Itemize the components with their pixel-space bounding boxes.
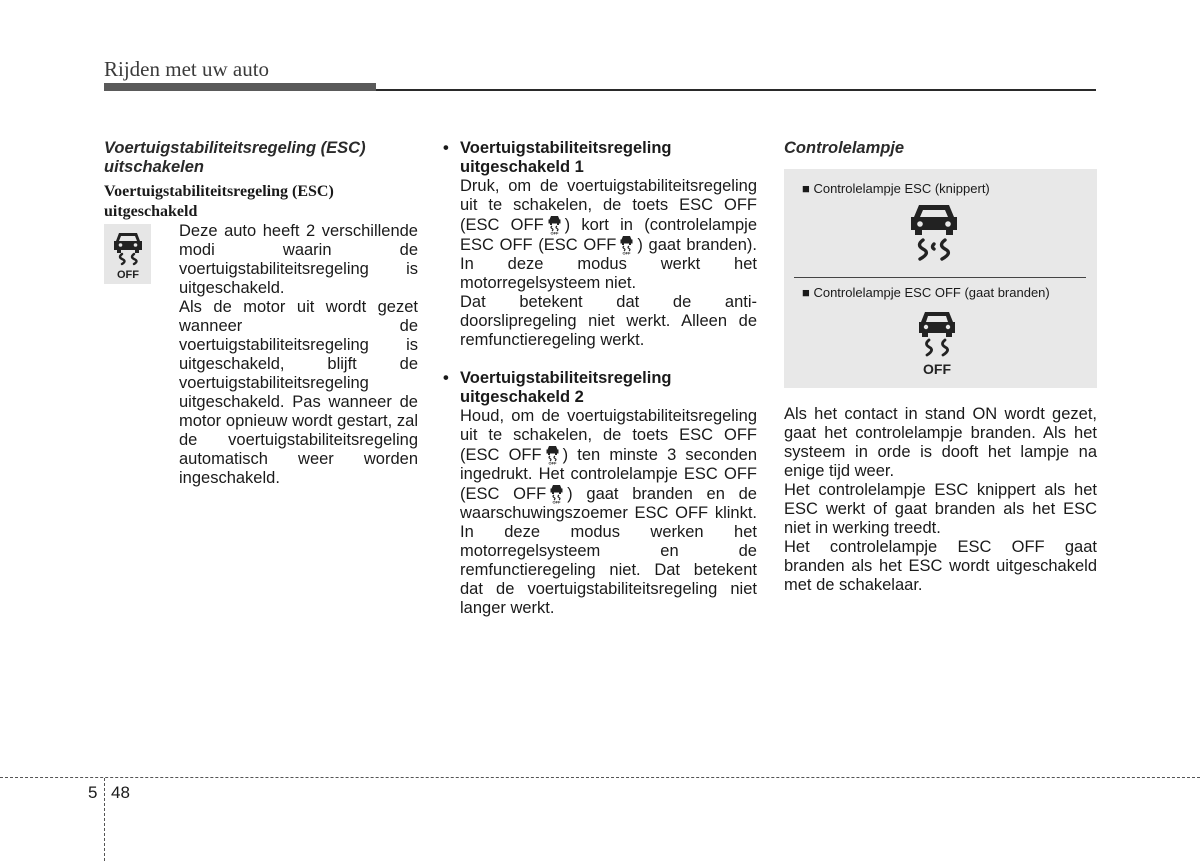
esc-off-icon xyxy=(548,484,565,504)
subsection-title-line1: Voertuigstabiliteitsregeling (ESC) xyxy=(104,183,334,200)
bullet1-para2: Dat betekent dat de anti-doorslipregeling niet werkt. Alleen de remfunctieregeling werkt. xyxy=(460,293,757,349)
esc-off-intro xyxy=(104,222,418,298)
bullet2-para1: Houd, om de voertuigstabiliteitsregeling uit te schakelen, de toets ESC OFF (ESC OFF OFF ) ten minste 3 seconden ingedrukt. Het controlelampje ESC OFF (ESC OFF OFF ) gaat branden en de waarschuwingszoemer ESC OFF klinkt. In deze modus werken het motorregelsysteem en de remfunctieregeling niet. Dat betekent dat de voertuigstabiliteitsregeling niet langer werkt. xyxy=(460,407,757,617)
col3-para2: Het controlelampje ESC knippert als het ESC werkt of gaat branden als het ESC niet in werking treedt. xyxy=(784,481,1097,537)
col3-para1: Als het contact in stand ON wordt gezet, gaat het controlelampje branden. Als het systeem in orde is dooft het lampje na enige tijd weer. xyxy=(784,405,1097,480)
svg-text:OFF: OFF xyxy=(622,250,631,255)
bullet-esc-off-2-title: • Voertuigstabiliteitsregeling uitgeschakeld 2 xyxy=(443,369,672,406)
bullet2-title-line2: uitgeschakeld 2 xyxy=(460,388,584,406)
column-middle xyxy=(443,139,757,618)
header-rule-thin xyxy=(376,89,1096,91)
bullet-esc-off-1-title: • Voertuigstabiliteitsregeling uitgeschakeld 1 xyxy=(443,139,672,176)
svg-text:OFF: OFF xyxy=(552,499,561,504)
esc-off-icon-caption: OFF xyxy=(116,269,139,280)
footer-dashed-divider xyxy=(104,778,105,861)
chapter-number: 5 xyxy=(88,783,98,802)
esc-off-icon xyxy=(104,224,151,284)
esc-off-icon xyxy=(544,445,561,465)
indicator-lamp-panel xyxy=(784,169,1097,388)
esc-icon xyxy=(903,202,965,264)
footer-dashed-rule xyxy=(0,777,1200,778)
col1-para2: Als de motor uit wordt gezet wanneer de voertuigstabiliteitsregeling is uitgeschakeld, blijft de voertuigstabiliteitsregeling uitgeschakeld. Pas wanneer de motor opnieuw wordt gestart, zal de voertuigstabiliteitsregeling automatisch weer worden ingeschakeld. xyxy=(179,298,418,487)
page-header-title: Rijden met uw auto xyxy=(104,57,270,81)
esc-off-icon xyxy=(912,309,962,377)
bullet2-title-line1: Voertuigstabiliteitsregeling xyxy=(460,369,672,387)
esc-off-caption: OFF xyxy=(923,361,951,377)
col3-para3: Het controlelampje ESC OFF gaat branden als het ESC wordt uitgeschakeld met de schakelaar. xyxy=(784,538,1097,594)
lamp-label-esc-off: ■ Controlelampje ESC OFF (gaat branden) xyxy=(802,285,1050,300)
bullet1-title-line2: uitgeschakeld 1 xyxy=(460,158,584,176)
page-number: 48 xyxy=(111,783,130,802)
svg-text:OFF: OFF xyxy=(550,230,559,235)
esc-off-icon xyxy=(618,235,635,255)
header-rule-thick xyxy=(104,83,376,91)
column-left xyxy=(104,139,418,488)
col1-para1: Deze auto heeft 2 verschillende modi waarin de voertuigstabiliteitsregeling is uitgeschakeld. xyxy=(179,222,418,297)
section-title-esc-uitschakelen: Voertuigstabiliteitsregeling (ESC) uitschakelen xyxy=(104,139,366,176)
esc-off-icon xyxy=(546,215,563,235)
bullet1-para1: Druk, om de voertuigstabiliteitsregeling uit te schakelen, de toets ESC OFF (ESC OFF OFF ) kort in (controlelampje ESC OFF (ESC OFF OFF ) gaat branden). In deze modus werkt het motorregelsysteem niet. xyxy=(460,177,757,292)
lamp-panel-divider xyxy=(794,277,1086,278)
lamp-label-esc: ■ Controlelampje ESC (knippert) xyxy=(802,181,990,196)
subsection-title-line2: uitgeschakeld xyxy=(104,203,198,220)
svg-text:OFF: OFF xyxy=(548,460,557,465)
column-right xyxy=(784,139,1097,595)
bullet1-title-line1: Voertuigstabiliteitsregeling xyxy=(460,139,672,157)
section-title-controlelampje: Controlelampje xyxy=(784,139,905,157)
